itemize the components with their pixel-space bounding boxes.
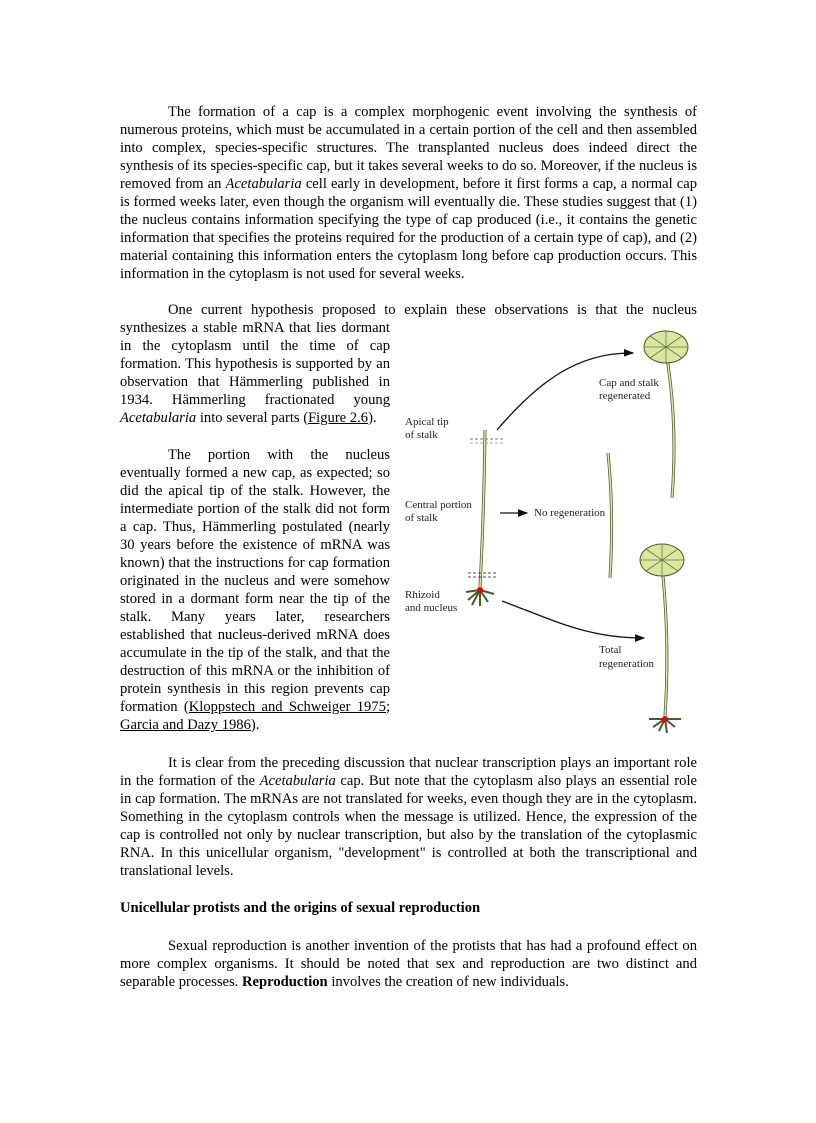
arrow-rhizoid bbox=[502, 601, 644, 638]
text: It is clear from the preceding discussion that nuclear transcription plays an important role in the formation of the bbox=[120, 755, 697, 789]
text: Sexual reproduction is another invention of the protists that has had a profound effect on more complex organisms. It should be noted that sex and reproduction are two distinct and separable processes. bbox=[120, 938, 697, 990]
paragraph-hammerling bbox=[120, 446, 390, 734]
figure-acetabularia-fractionation bbox=[398, 322, 703, 740]
italic-term: Acetabularia bbox=[120, 410, 197, 426]
label-cap-regenerated: Cap and stalk bbox=[599, 377, 659, 389]
text: ). bbox=[250, 717, 260, 733]
label-rhizoid: Rhizoid bbox=[405, 589, 440, 601]
paragraph-hypothesis bbox=[120, 319, 390, 427]
label-no-regeneration: No regeneration bbox=[534, 507, 606, 519]
text: The portion with the nucleus eventually formed a new cap, as expected; so did the apical tip of the stalk. However, the intermediate portion of the stalk did not form a cap. Thus, Hämmerling postulated (nearly 30 years before the existence of mRNA was known) that the instructions for cap formation originated in the nucleus and were somehow stored in a dormant form near the tip of the stalk. Many years later, researchers established that nucleus-derived mRNA does accumulate in the tip of the stalk, and that the destruction of this mRNA or the inhibition of protein synthesis in this region prevents cap formation ( bbox=[120, 447, 390, 715]
label-rhizoid-2: and nucleus bbox=[405, 602, 458, 614]
paragraph-transcription bbox=[120, 754, 697, 880]
label-total-2: regeneration bbox=[599, 658, 654, 670]
label-total: Total bbox=[599, 644, 622, 656]
text: ). bbox=[368, 410, 377, 426]
bold-term: Reproduction bbox=[241, 974, 328, 990]
paragraph-hypothesis-line1: One current hypothesis proposed to explain these observations is that the nucleus bbox=[168, 302, 697, 318]
label-apical-tip-2: of stalk bbox=[405, 429, 438, 441]
text: synthesizes a stable mRNA that lies dormant in the cytoplasm until the time of cap formation. This hypothesis is supported by an observation that Hämmerling published in 1934. Hämmerling fractionated young bbox=[120, 320, 390, 408]
text: cell early in development, before it first forms a cap, a normal cap is formed weeks later, even though the organism will eventually die. These studies suggest that (1) the nucleus contains information specifying the type of cap produced (i.e., it contains the genetic information that specifies the proteins required for the production of a certain type of cap), and (2) material containing this information enters the cytoplasm long before cap production occurs. This information in the cytoplasm is not used for several weeks. bbox=[120, 176, 698, 282]
label-central: Central portion bbox=[405, 499, 472, 511]
text: ; bbox=[385, 699, 390, 715]
paragraph-sexual-reproduction bbox=[120, 937, 697, 991]
text: cap. But note that the cytoplasm also plays an essential role in cap formation. The mRNAs are not translated for weeks, even though they are in the cytoplasm. Something in the cytoplasm controls when the message is utilized. Hence, the expression of the cap is controlled not only by nuclear transcription, but also by the translation of the cytoplasmic RNA. In this unicellular organism, "development" is controlled at both the transcriptional and translational levels. bbox=[120, 773, 697, 879]
italic-term: Acetabularia bbox=[225, 176, 302, 192]
citation-link-garcia[interactable]: Garcia and Dazy 1986 bbox=[120, 717, 251, 733]
label-apical-tip: Apical tip bbox=[405, 416, 449, 428]
text: into several parts ( bbox=[199, 410, 309, 426]
label-cap-regenerated-2: regenerated bbox=[599, 390, 651, 402]
section-heading: Unicellular protists and the origins of sexual reproduction bbox=[120, 900, 481, 916]
label-central-2: of stalk bbox=[405, 512, 438, 524]
citation-link-kloppstech[interactable]: Kloppstech and Schweiger 1975 bbox=[188, 699, 386, 715]
figure-link[interactable]: Figure 2.6 bbox=[308, 410, 369, 426]
text: The formation of a cap is a complex morphogenic event involving the synthesis of numerous proteins, which must be accumulated in a certain portion of the cell and then assembled into complex, species-specific structures. The transplanted nucleus does indeed direct the synthesis of its species-specific cap, but it takes several weeks to do so. Moreover, if the nucleus is removed from an bbox=[120, 104, 697, 192]
text: involves the creation of new individuals. bbox=[331, 974, 569, 990]
italic-term: Acetabularia bbox=[259, 773, 336, 789]
nucleus bbox=[477, 587, 483, 593]
paragraph-cap-formation bbox=[120, 103, 697, 283]
